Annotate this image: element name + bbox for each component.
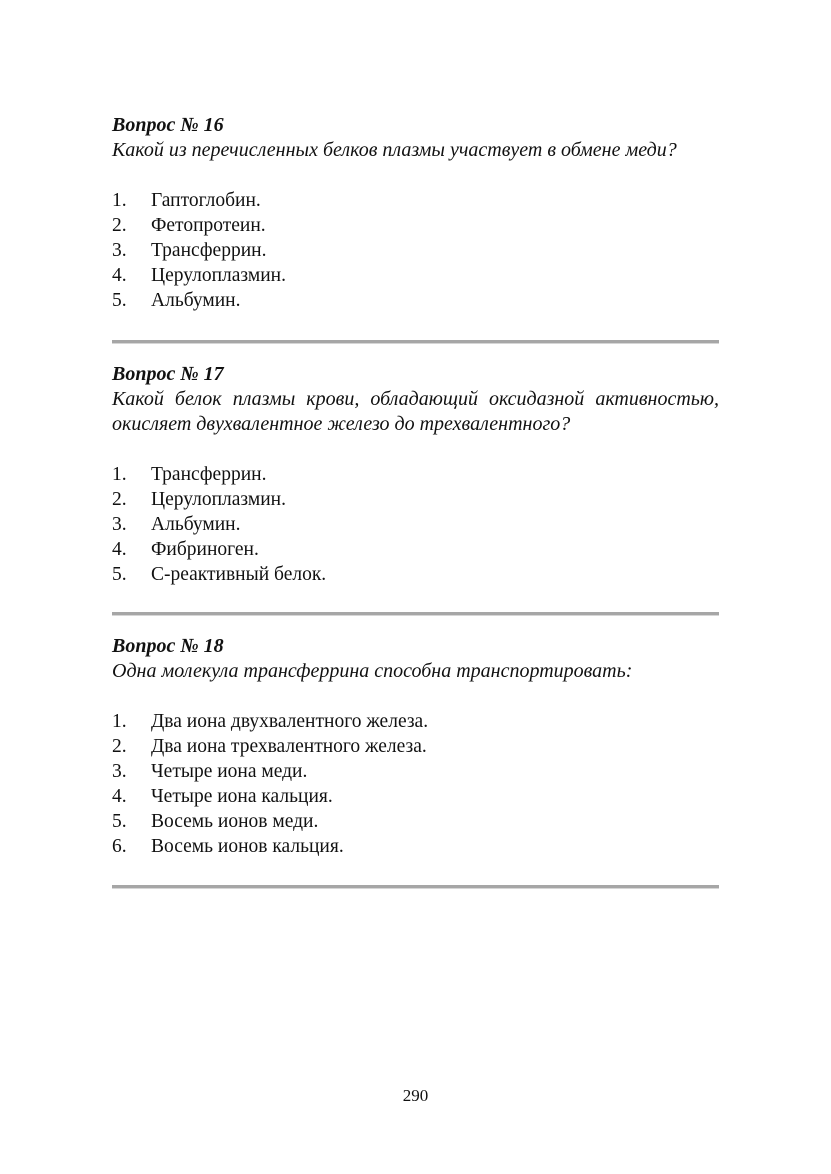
answer-option: [112, 238, 719, 263]
option-text: Фетопротеин.: [151, 215, 266, 236]
answer-option: [112, 809, 719, 834]
answer-option: [112, 562, 719, 587]
option-number: 6.: [112, 836, 127, 857]
answer-option: [112, 512, 719, 537]
option-text: Два иона двухвалентного железа.: [151, 711, 429, 732]
section-divider: [112, 885, 719, 889]
option-text: Трансферрин.: [151, 240, 267, 261]
option-number: 5.: [112, 811, 127, 832]
option-text: Церулоплазмин.: [151, 489, 286, 510]
answer-option: [112, 734, 719, 759]
option-number: 3.: [112, 240, 127, 261]
section-divider: [112, 340, 719, 344]
option-text: Гаптоглобин.: [151, 190, 261, 211]
question-text: Одна молекула трансферрина способна транспортировать:: [112, 660, 633, 682]
answer-options: [112, 462, 719, 587]
answer-option: [112, 784, 719, 809]
option-number: 5.: [112, 290, 127, 311]
option-number: 4.: [112, 786, 127, 807]
option-text: Фибриноген.: [151, 539, 259, 560]
option-number: 3.: [112, 514, 127, 535]
option-text: Восемь ионов кальция.: [151, 836, 344, 857]
option-text: Четыре иона кальция.: [151, 786, 333, 807]
option-text: Церулоплазмин.: [151, 265, 286, 286]
option-number: 2.: [112, 489, 127, 510]
option-number: 1.: [112, 464, 127, 485]
answer-option: [112, 709, 719, 734]
option-number: 2.: [112, 215, 127, 236]
question-title: Вопрос № 17: [112, 363, 224, 385]
section-divider: [112, 612, 719, 616]
answer-options: [112, 709, 719, 859]
answer-options: [112, 188, 719, 313]
option-text: Два иона трехвалентного железа.: [151, 736, 427, 757]
option-number: 1.: [112, 190, 127, 211]
option-number: 2.: [112, 736, 127, 757]
question-title: Вопрос № 16: [112, 114, 224, 136]
question-title: Вопрос № 18: [112, 635, 224, 657]
question-17: [112, 362, 719, 587]
answer-option: [112, 288, 719, 313]
answer-option: [112, 834, 719, 859]
option-number: 3.: [112, 761, 127, 782]
answer-option: [112, 487, 719, 512]
answer-option: [112, 537, 719, 562]
option-text: Восемь ионов меди.: [151, 811, 319, 832]
option-text: Альбумин.: [151, 290, 241, 311]
question-text: Какой из перечисленных белков плазмы участвует в обмене меди?: [112, 139, 677, 161]
option-text: С-реактивный белок.: [151, 564, 327, 585]
option-number: 1.: [112, 711, 127, 732]
page-number: 290: [402, 1086, 429, 1105]
option-number: 4.: [112, 539, 127, 560]
question-18: [112, 634, 719, 859]
answer-option: [112, 462, 719, 487]
option-number: 5.: [112, 564, 127, 585]
answer-option: [112, 188, 719, 213]
answer-option: [112, 759, 719, 784]
option-text: Четыре иона меди.: [151, 761, 308, 782]
answer-option: [112, 213, 719, 238]
answer-option: [112, 263, 719, 288]
option-text: Альбумин.: [151, 514, 241, 535]
option-text: Трансферрин.: [151, 464, 267, 485]
question-16: [112, 113, 719, 313]
question-text: Какой белок плазмы крови, обладающий оксидазной активностью, окисляет двухвалентное железо до трехвалентного?: [112, 388, 719, 435]
option-number: 4.: [112, 265, 127, 286]
